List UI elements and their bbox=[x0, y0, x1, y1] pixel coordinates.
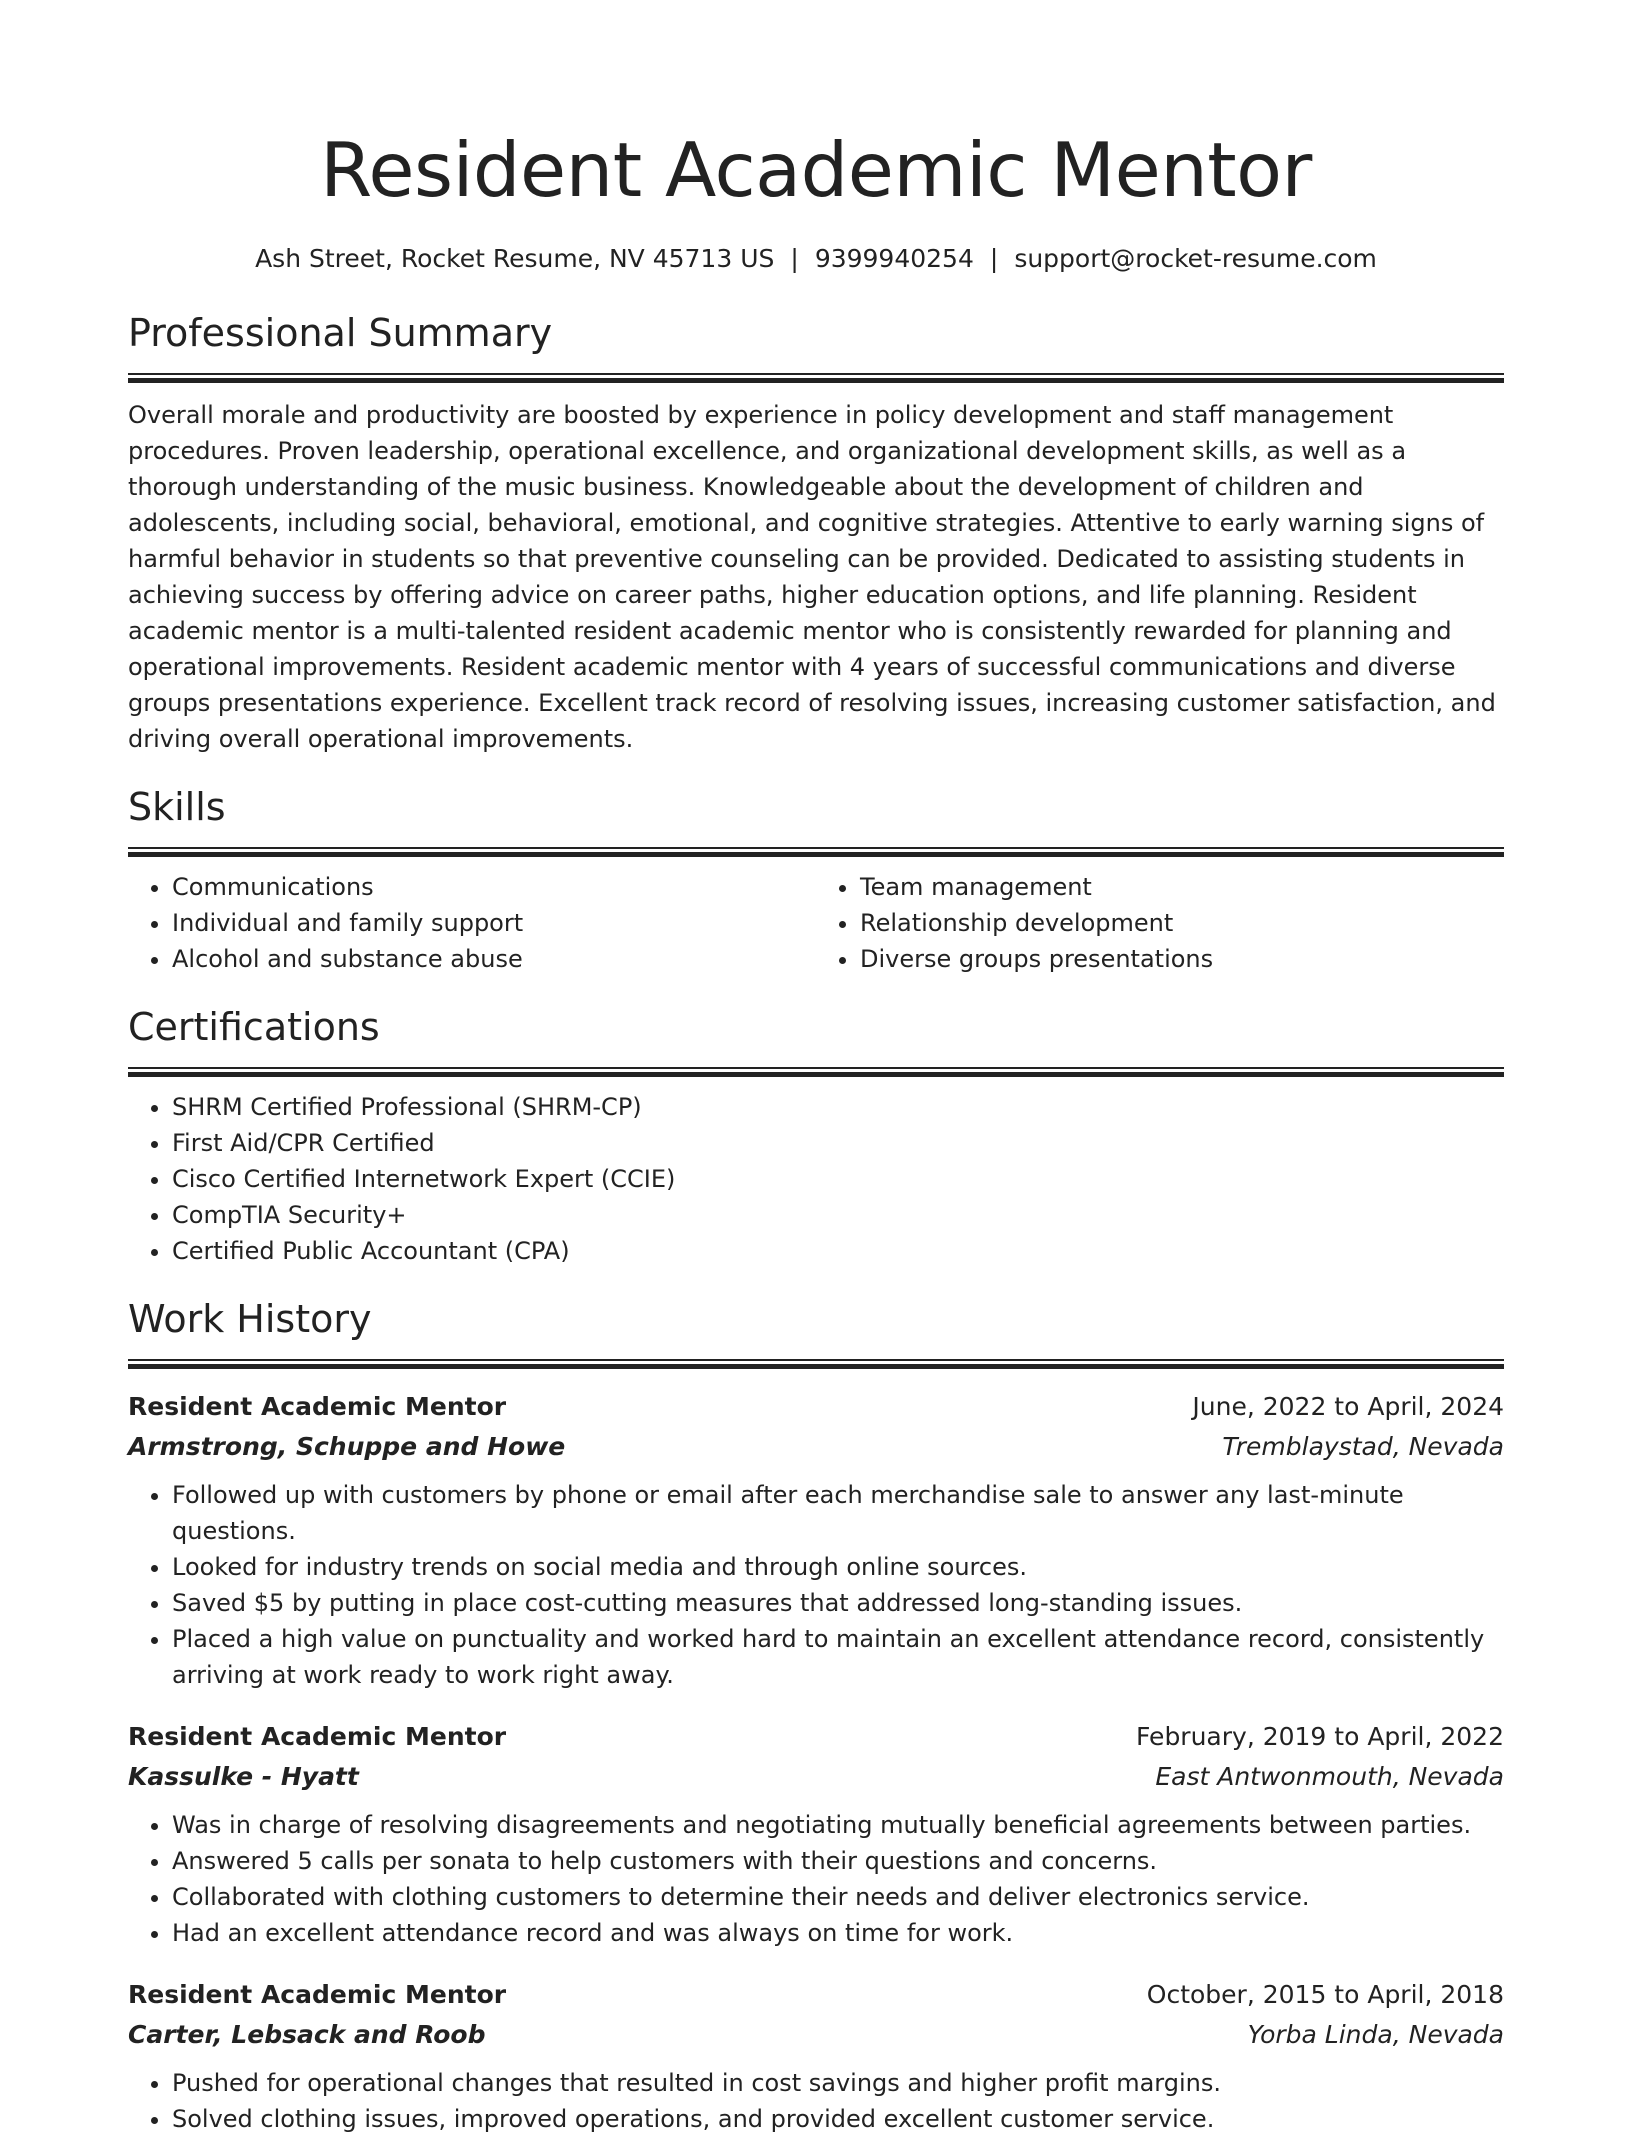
skills-right-list bbox=[816, 869, 1504, 977]
job-header bbox=[128, 1975, 1504, 2015]
contact-address: Ash Street, Rocket Resume, NV 45713 US bbox=[255, 244, 775, 273]
certification-item: • CompTIA Security+ bbox=[172, 1197, 1504, 1233]
job-subheader bbox=[128, 1427, 1504, 1467]
certification-item: • First Aid/CPR Certified bbox=[172, 1125, 1504, 1161]
job-dates: October, 2015 to April, 2018 bbox=[1146, 1980, 1504, 2009]
job-location: Yorba Linda, Nevada bbox=[1247, 2020, 1504, 2049]
work-history-section bbox=[128, 1295, 1504, 2137]
job-title: Resident Academic Mentor bbox=[128, 1980, 507, 2009]
section-divider bbox=[128, 373, 1504, 383]
summary-text: Overall morale and productivity are boosted by experience in policy development and staff management procedures. Proven leadership, operational excellence, and organizational development skills, as well as a thorough understanding of the music business. Knowledgeable about the development of children and adolescents, including social, behavioral, emotional, and cognitive strategies. Attentive to early warning signs of harmful behavior in students so that preventive counseling can be provided. Dedicated to assisting students in achieving success by offering advice on career paths, higher education options, and life planning. Resident academic mentor is a multi-talented resident academic mentor who is consistently rewarded for planning and operational improvements. Resident academic mentor with 4 years of successful communications and diverse groups presentations experience. Excellent track record of resolving issues, increasing customer satisfaction, and driving overall operational improvements. bbox=[128, 401, 1496, 753]
job-bullet: • Placed a high value on punctuality and worked hard to maintain an excellent attendance record, consistently arriving at work ready to work right away. bbox=[172, 1621, 1504, 1693]
skill-item: • Individual and family support bbox=[172, 905, 816, 941]
job-title: Resident Academic Mentor bbox=[128, 1392, 507, 1421]
job-company: Armstrong, Schuppe and Howe bbox=[128, 1432, 566, 1461]
skill-item: • Team management bbox=[860, 869, 1504, 905]
skills-title: Skills bbox=[128, 785, 226, 829]
skill-item: • Diverse groups presentations bbox=[860, 941, 1504, 977]
job-bullet: • Followed up with customers by phone or email after each merchandise sale to answer any last-minute questions. bbox=[172, 1477, 1504, 1549]
job-entry bbox=[128, 1975, 1504, 2137]
job-bullet: • Saved $5 by putting in place cost-cutting measures that addressed long-standing issues. bbox=[172, 1585, 1504, 1621]
job-subheader bbox=[128, 1757, 1504, 1797]
skill-item: • Communications bbox=[172, 869, 816, 905]
certification-item: • SHRM Certified Professional (SHRM-CP) bbox=[172, 1089, 1504, 1125]
job-subheader bbox=[128, 2015, 1504, 2055]
skills-columns bbox=[128, 869, 1504, 977]
job-bullet: • Answered 5 calls per sonata to help customers with their questions and concerns. bbox=[172, 1843, 1504, 1879]
work-history-title: Work History bbox=[128, 1297, 372, 1341]
job-company: Kassulke - Hyatt bbox=[128, 1762, 359, 1791]
job-bullet: • Pushed for operational changes that resulted in cost savings and higher profit margins. bbox=[172, 2065, 1504, 2101]
contact-separator: | bbox=[989, 244, 999, 273]
contact-email[interactable]: support@rocket-resume.com bbox=[1014, 244, 1377, 273]
certifications-section bbox=[128, 1003, 1504, 1269]
job-header bbox=[128, 1387, 1504, 1427]
skills-left-list bbox=[128, 869, 816, 977]
job-bullet-list bbox=[128, 1477, 1504, 1693]
summary-title: Professional Summary bbox=[128, 311, 553, 355]
job-dates: February, 2019 to April, 2022 bbox=[1136, 1722, 1504, 1751]
job-title: Resident Academic Mentor bbox=[128, 1722, 507, 1751]
skill-item: • Relationship development bbox=[860, 905, 1504, 941]
job-bullet: • Was in charge of resolving disagreements and negotiating mutually beneficial agreements between parties. bbox=[172, 1807, 1504, 1843]
certifications-list bbox=[128, 1089, 1504, 1269]
job-bullet: • Solved clothing issues, improved operations, and provided excellent customer service. bbox=[172, 2101, 1504, 2137]
job-entry bbox=[128, 1717, 1504, 1951]
job-bullet: • Collaborated with clothing customers to determine their needs and deliver electronics service. bbox=[172, 1879, 1504, 1915]
certification-item: • Certified Public Accountant (CPA) bbox=[172, 1233, 1504, 1269]
job-location: Tremblaystad, Nevada bbox=[1222, 1432, 1504, 1461]
contact-separator: | bbox=[790, 244, 799, 273]
job-bullet-list bbox=[128, 2065, 1504, 2137]
certification-item: • Cisco Certified Internetwork Expert (CCIE) bbox=[172, 1161, 1504, 1197]
certifications-title: Certifications bbox=[128, 1005, 380, 1049]
job-bullet: • Looked for industry trends on social media and through online sources. bbox=[172, 1549, 1504, 1585]
job-bullet: • Had an excellent attendance record and was always on time for work. bbox=[172, 1915, 1504, 1951]
summary-section bbox=[128, 309, 1504, 757]
contact-line bbox=[128, 242, 1504, 276]
skill-item: • Alcohol and substance abuse bbox=[172, 941, 816, 977]
section-divider bbox=[128, 847, 1504, 857]
job-location: East Antwonmouth, Nevada bbox=[1155, 1762, 1504, 1791]
job-dates: June, 2022 to April, 2024 bbox=[1192, 1392, 1504, 1421]
section-divider bbox=[128, 1359, 1504, 1369]
section-divider bbox=[128, 1067, 1504, 1077]
job-company: Carter, Lebsack and Roob bbox=[128, 2020, 486, 2049]
job-header bbox=[128, 1717, 1504, 1757]
job-bullet-list bbox=[128, 1807, 1504, 1951]
job-entry bbox=[128, 1387, 1504, 1693]
skills-section bbox=[128, 783, 1504, 977]
resume-name: Resident Academic Mentor bbox=[320, 126, 1312, 214]
contact-phone: 9399940254 bbox=[814, 244, 974, 273]
